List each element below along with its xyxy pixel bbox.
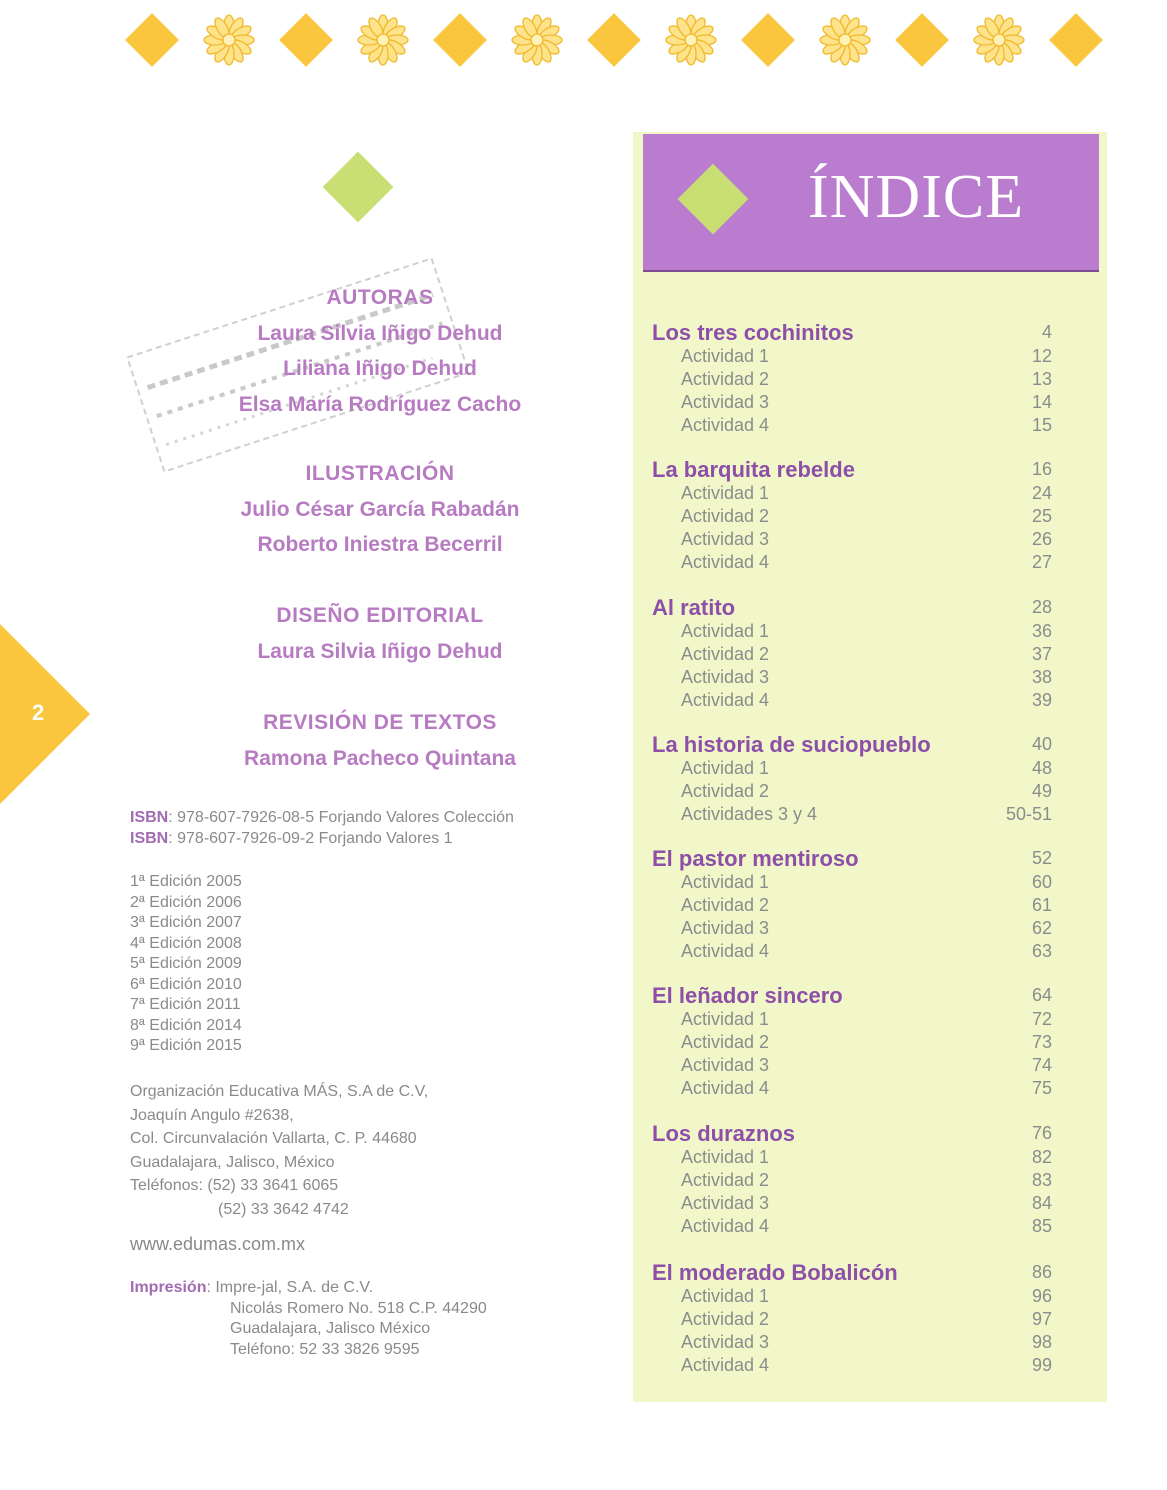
index-activity-row[interactable]: [652, 1170, 1092, 1193]
border-flower-icon: [511, 14, 563, 66]
border-diamond-icon: [895, 13, 949, 67]
index-section: [652, 1260, 1092, 1378]
border-flower-icon: [665, 14, 717, 66]
address-line: Col. Circunvalación Vallarta, C. P. 44680: [130, 1130, 417, 1147]
index-activity-row[interactable]: [652, 1286, 1092, 1309]
index-activity-row[interactable]: [652, 667, 1092, 690]
index-section-page: 28: [1031, 597, 1052, 617]
index-activity-page: 99: [1031, 1355, 1052, 1375]
index-activity-row[interactable]: [652, 1147, 1092, 1170]
index-activity-page: 63: [1031, 941, 1052, 961]
isbn-block: [130, 808, 514, 849]
index-activity-page: 61: [1031, 895, 1052, 915]
index-section-page: 86: [1031, 1262, 1052, 1282]
index-section-title: La historia de suciopueblo: [652, 732, 931, 757]
index-activity-row[interactable]: [652, 552, 1092, 575]
index-section: [652, 983, 1092, 1101]
credits-name: Julio César García Rabadán: [240, 497, 520, 521]
index-activity-row[interactable]: [652, 941, 1092, 964]
index-activity-row[interactable]: [652, 872, 1092, 895]
index-section-title: Los duraznos: [652, 1121, 796, 1146]
index-activity-label: Actividad 4: [681, 1355, 770, 1375]
edition-line: 3ª Edición 2007: [130, 914, 242, 931]
index-activity-row[interactable]: [652, 1193, 1092, 1216]
index-activity-row[interactable]: [652, 690, 1092, 713]
index-activity-page: 83: [1031, 1170, 1052, 1190]
index-activity-label: Actividad 3: [681, 1055, 770, 1075]
index-activity-page: 50-51: [1005, 804, 1052, 824]
index-activity-page: 37: [1031, 644, 1052, 664]
index-activity-label: Actividad 1: [681, 483, 770, 503]
index-activity-page: 15: [1031, 415, 1052, 435]
printing-line: Impresión: Impre-jal, S.A. de C.V.: [130, 1279, 374, 1296]
index-section-title: Los tres cochinitos: [652, 320, 854, 345]
index-section-page: 64: [1031, 985, 1052, 1005]
index-activity-label: Actividad 1: [681, 621, 770, 641]
border-flower-icon: [357, 14, 409, 66]
index-activity-label: Actividad 4: [681, 941, 770, 961]
index-section-title: El pastor mentiroso: [652, 846, 859, 871]
isbn-line: ISBN: 978-607-7926-09-2 Forjando Valores 1: [130, 829, 453, 847]
index-section-page: 52: [1031, 848, 1052, 868]
index-activity-page: 14: [1031, 392, 1052, 412]
edition-line: 5ª Edición 2009: [130, 955, 242, 972]
index-activity-row[interactable]: [652, 346, 1092, 369]
index-section: [652, 732, 1092, 827]
index-activity-row[interactable]: [652, 483, 1092, 506]
border-diamond-icon: [587, 13, 641, 67]
index-activity-page: 72: [1031, 1009, 1052, 1029]
index-activity-page: 96: [1031, 1286, 1052, 1306]
index-activity-page: 73: [1031, 1032, 1052, 1052]
index-activity-label: Actividad 2: [681, 369, 770, 389]
index-section-page: 40: [1031, 734, 1052, 754]
index-section: [652, 320, 1092, 438]
credits-heading: AUTORAS: [326, 286, 434, 309]
index-activity-label: Actividad 3: [681, 1193, 770, 1213]
index-activity-label: Actividad 2: [681, 895, 770, 915]
index-section-row[interactable]: [652, 732, 1092, 758]
index-activity-page: 82: [1031, 1147, 1052, 1167]
index-activity-page: 24: [1031, 483, 1052, 503]
index-title: ÍNDICE: [808, 163, 1025, 231]
index-activity-label: Actividad 1: [681, 1286, 770, 1306]
index-activity-page: 85: [1031, 1216, 1052, 1236]
index-activity-row[interactable]: [652, 529, 1092, 552]
edition-line: 4ª Edición 2008: [130, 934, 242, 952]
index-activity-label: Actividad 2: [681, 644, 770, 664]
index-activity-row[interactable]: [652, 781, 1092, 804]
index-activity-label: Actividad 3: [681, 1332, 770, 1352]
index-activity-page: 49: [1031, 781, 1052, 801]
index-section-title: La barquita rebelde: [652, 457, 855, 482]
index-section-page: 16: [1031, 459, 1052, 479]
index-activity-label: Actividad 2: [681, 1170, 770, 1190]
editions-list: [130, 872, 242, 1057]
top-decorative-border: [120, 8, 1110, 68]
index-activity-label: Actividad 4: [681, 1078, 770, 1098]
border-flower-icon: [973, 14, 1025, 66]
printing-line: Guadalajara, Jalisco México: [230, 1320, 431, 1337]
index-section-row[interactable]: [652, 457, 1092, 483]
address-line: Organización Educativa MÁS, S.A de C.V,: [130, 1083, 429, 1100]
index-activity-label: Actividad 2: [681, 506, 770, 526]
credits-name: Ramona Pacheco Quintana: [244, 746, 516, 770]
credits-name: Laura Silvia Iñigo Dehud: [257, 321, 503, 345]
index-activity-row[interactable]: [652, 1032, 1092, 1055]
index-activity-label: Actividad 1: [681, 872, 770, 892]
index-activity-page: 62: [1031, 918, 1052, 938]
index-activity-label: Actividad 3: [681, 667, 770, 687]
index-section-row[interactable]: [652, 595, 1092, 621]
index-section: [652, 595, 1092, 713]
index-activity-label: Actividad 4: [681, 415, 770, 435]
index-activity-label: Actividad 2: [681, 1032, 770, 1052]
index-section-row[interactable]: [652, 846, 1092, 872]
index-activity-label: Actividad 1: [681, 758, 770, 778]
border-flower-icon: [203, 14, 255, 66]
index-activity-row[interactable]: [652, 1355, 1092, 1378]
index-activity-row[interactable]: [652, 1309, 1092, 1332]
index-activity-page: 74: [1031, 1055, 1052, 1075]
index-section-page: 76: [1031, 1123, 1052, 1143]
index-section-row[interactable]: [652, 320, 1092, 346]
credits-heading: ILUSTRACIÓN: [305, 462, 455, 485]
index-activity-row[interactable]: [652, 415, 1092, 438]
credits-heading: DISEÑO EDITORIAL: [276, 604, 484, 627]
page-number: 2: [32, 700, 45, 725]
credits-name: Laura Silvia Iñigo Dehud: [257, 639, 503, 663]
credits-diamond-icon: [323, 152, 394, 223]
index-activity-row[interactable]: [652, 918, 1092, 941]
index-section-title: El leñador sincero: [652, 983, 843, 1008]
index-activity-page: 48: [1031, 758, 1052, 778]
address-line: Joaquín Angulo #2638,: [130, 1106, 294, 1124]
index-activity-page: 38: [1031, 667, 1052, 687]
border-diamond-icon: [433, 13, 487, 67]
index-activity-row[interactable]: [652, 1055, 1092, 1078]
index-activity-label: Actividad 3: [681, 918, 770, 938]
index-activity-row[interactable]: [652, 895, 1092, 918]
index-section-row[interactable]: [652, 1260, 1092, 1286]
index-activity-page: 12: [1031, 346, 1052, 366]
index-activity-page: 13: [1031, 369, 1052, 389]
index-section: [652, 1121, 1092, 1239]
credits-name: Elsa María Rodríguez Cacho: [238, 392, 522, 416]
border-diamond-icon: [279, 13, 333, 67]
index-activity-label: Actividad 1: [681, 346, 770, 366]
index-activity-row[interactable]: [652, 369, 1092, 392]
isbn-line: ISBN: 978-607-7926-08-5 Forjando Valores Colección: [130, 809, 514, 826]
index-activity-row[interactable]: [652, 1216, 1092, 1239]
credits-name: Liliana Iñigo Dehud: [283, 357, 477, 380]
address-line: Guadalajara, Jalisco, México: [130, 1153, 335, 1171]
index-activity-page: 36: [1031, 621, 1052, 641]
edition-line: 6ª Edición 2010: [130, 975, 242, 993]
index-activity-row[interactable]: [652, 758, 1092, 781]
index-activity-label: Actividad 4: [681, 1216, 770, 1236]
index-activity-page: 98: [1031, 1332, 1052, 1352]
edition-line: 1ª Edición 2005: [130, 873, 242, 890]
address-line: Teléfonos: (52) 33 3641 6065: [130, 1177, 339, 1194]
credits-name: Roberto Iniestra Becerril: [257, 533, 503, 556]
index-activity-row[interactable]: [652, 804, 1092, 827]
address-line: (52) 33 3642 4742: [218, 1200, 349, 1218]
border-diamond-icon: [741, 13, 795, 67]
index-activity-page: 60: [1031, 872, 1052, 892]
edition-line: 9ª Edición 2015: [130, 1037, 242, 1054]
printing-line: Teléfono: 52 33 3826 9595: [230, 1340, 420, 1358]
index-activity-label: Actividad 2: [681, 1309, 770, 1329]
border-diamond-icon: [1049, 13, 1103, 67]
index-activity-row[interactable]: [652, 1078, 1092, 1101]
index-section: [652, 457, 1092, 575]
index-activity-label: Actividad 3: [681, 392, 770, 412]
edition-line: 7ª Edición 2011: [130, 996, 241, 1013]
border-diamond-icon: [125, 13, 179, 67]
printing-line: Nicolás Romero No. 518 C.P. 44290: [230, 1299, 487, 1317]
border-flower-icon: [819, 14, 871, 66]
index-section-row[interactable]: [652, 983, 1092, 1009]
index-activity-page: 25: [1031, 506, 1052, 526]
index-activity-label: Actividad 3: [681, 529, 770, 549]
index-section-title: Al ratito: [652, 595, 736, 620]
index-activity-page: 39: [1031, 690, 1052, 710]
edition-line: 2ª Edición 2006: [130, 893, 242, 911]
index-activity-page: 27: [1031, 552, 1052, 572]
edition-line: 8ª Edición 2014: [130, 1016, 242, 1034]
index-activity-label: Actividad 4: [681, 552, 770, 572]
index-activity-row[interactable]: [652, 392, 1092, 415]
index-activity-label: Actividad 2: [681, 781, 770, 801]
index-activity-label: Actividad 1: [681, 1009, 770, 1029]
index-activity-row[interactable]: [652, 506, 1092, 529]
website[interactable]: www.edumas.com.mx: [130, 1234, 306, 1254]
publisher-address: [130, 1080, 428, 1221]
index-activity-label: Actividad 1: [681, 1147, 770, 1167]
index-activity-page: 97: [1031, 1309, 1052, 1329]
credits-heading: REVISIÓN DE TEXTOS: [263, 711, 497, 734]
index-activity-label: Actividad 4: [681, 690, 770, 710]
index-activity-row[interactable]: [652, 1009, 1092, 1032]
index-activity-page: 26: [1031, 529, 1052, 549]
index-section-title: El moderado Bobalicón: [652, 1260, 898, 1285]
index-activity-label: Actividades 3 y 4: [681, 804, 818, 824]
index-section-page: 4: [1041, 322, 1052, 342]
index-activity-row[interactable]: [652, 1332, 1092, 1355]
index-activity-row[interactable]: [652, 621, 1092, 644]
index-activity-page: 75: [1031, 1078, 1052, 1098]
index-activity-row[interactable]: [652, 644, 1092, 667]
page-number-tab: [0, 624, 90, 804]
printing-info: [130, 1278, 487, 1360]
index-section-row[interactable]: [652, 1121, 1092, 1147]
index-activity-page: 84: [1031, 1193, 1052, 1213]
index-section: [652, 846, 1092, 964]
